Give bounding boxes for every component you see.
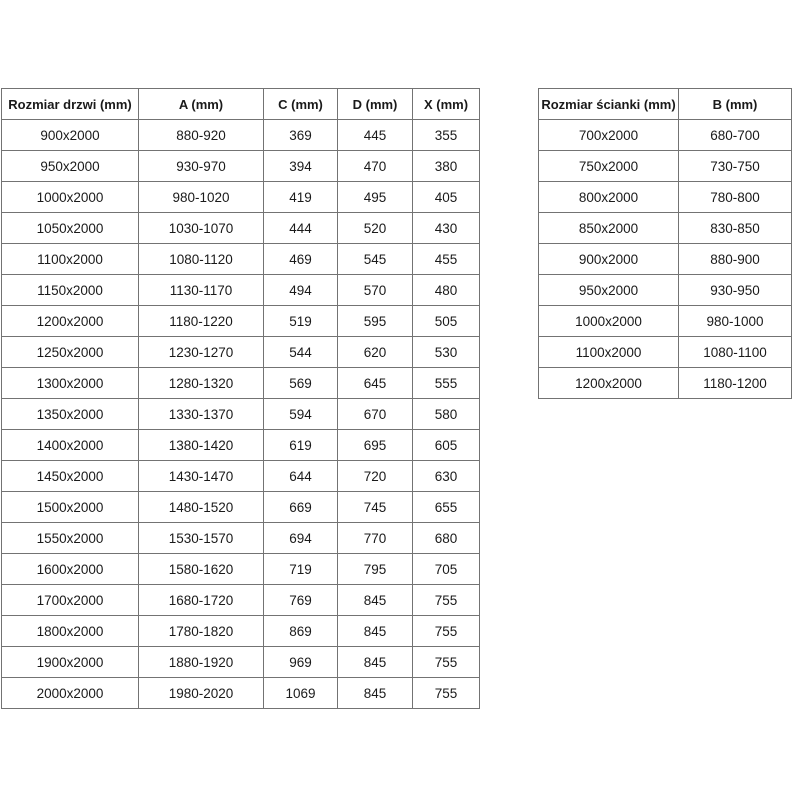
table-cell: 1500x2000 xyxy=(2,492,139,523)
table-cell: 530 xyxy=(413,337,480,368)
column-header: Rozmiar drzwi (mm) xyxy=(2,89,139,120)
table-cell: 1350x2000 xyxy=(2,399,139,430)
table-row xyxy=(2,678,480,709)
table-row xyxy=(539,306,792,337)
table-cell: 1380-1420 xyxy=(139,430,264,461)
table-cell: 1280-1320 xyxy=(139,368,264,399)
table-cell: 880-920 xyxy=(139,120,264,151)
table-row xyxy=(2,554,480,585)
table-row xyxy=(539,213,792,244)
table-cell: 755 xyxy=(413,647,480,678)
table-cell: 1130-1170 xyxy=(139,275,264,306)
header-row xyxy=(2,89,480,120)
wall-sizes-table xyxy=(538,88,792,399)
table-cell: 950x2000 xyxy=(2,151,139,182)
table-cell: 605 xyxy=(413,430,480,461)
table-cell: 745 xyxy=(338,492,413,523)
table-cell: 850x2000 xyxy=(539,213,679,244)
table-row xyxy=(2,120,480,151)
table-row xyxy=(2,523,480,554)
table-cell: 680-700 xyxy=(679,120,792,151)
table-cell: 1880-1920 xyxy=(139,647,264,678)
table-cell: 505 xyxy=(413,306,480,337)
table-cell: 705 xyxy=(413,554,480,585)
table-cell: 670 xyxy=(338,399,413,430)
table-row xyxy=(2,182,480,213)
table-cell: 1069 xyxy=(264,678,338,709)
table-cell: 1080-1100 xyxy=(679,337,792,368)
table-cell: 1330-1370 xyxy=(139,399,264,430)
table-cell: 1050x2000 xyxy=(2,213,139,244)
table-cell: 570 xyxy=(338,275,413,306)
table-row xyxy=(2,368,480,399)
table-cell: 1200x2000 xyxy=(539,368,679,399)
table-cell: 444 xyxy=(264,213,338,244)
table-cell: 520 xyxy=(338,213,413,244)
table-cell: 580 xyxy=(413,399,480,430)
table-cell: 1680-1720 xyxy=(139,585,264,616)
table-cell: 469 xyxy=(264,244,338,275)
table-cell: 700x2000 xyxy=(539,120,679,151)
table-row xyxy=(2,244,480,275)
table-cell: 480 xyxy=(413,275,480,306)
table-cell: 980-1020 xyxy=(139,182,264,213)
table-cell: 380 xyxy=(413,151,480,182)
table-cell: 445 xyxy=(338,120,413,151)
table-cell: 830-850 xyxy=(679,213,792,244)
table-cell: 730-750 xyxy=(679,151,792,182)
table-cell: 630 xyxy=(413,461,480,492)
table-cell: 800x2000 xyxy=(539,182,679,213)
header-row xyxy=(539,89,792,120)
table-cell: 930-970 xyxy=(139,151,264,182)
table-cell: 680 xyxy=(413,523,480,554)
table-cell: 1400x2000 xyxy=(2,430,139,461)
table-cell: 930-950 xyxy=(679,275,792,306)
table-cell: 644 xyxy=(264,461,338,492)
table-cell: 1480-1520 xyxy=(139,492,264,523)
table-cell: 555 xyxy=(413,368,480,399)
table-cell: 519 xyxy=(264,306,338,337)
table-cell: 619 xyxy=(264,430,338,461)
door-sizes-table xyxy=(1,88,480,709)
table-cell: 969 xyxy=(264,647,338,678)
table-cell: 369 xyxy=(264,120,338,151)
table-cell: 845 xyxy=(338,585,413,616)
table-row xyxy=(539,182,792,213)
table-cell: 900x2000 xyxy=(539,244,679,275)
table-cell: 655 xyxy=(413,492,480,523)
table-cell: 455 xyxy=(413,244,480,275)
table-cell: 750x2000 xyxy=(539,151,679,182)
column-header: D (mm) xyxy=(338,89,413,120)
table-row xyxy=(539,368,792,399)
table-row xyxy=(2,213,480,244)
table-cell: 869 xyxy=(264,616,338,647)
table-cell: 545 xyxy=(338,244,413,275)
table-row xyxy=(2,430,480,461)
table-row xyxy=(2,399,480,430)
table-cell: 595 xyxy=(338,306,413,337)
column-header: A (mm) xyxy=(139,89,264,120)
table-cell: 1300x2000 xyxy=(2,368,139,399)
table-cell: 1100x2000 xyxy=(539,337,679,368)
table-cell: 1980-2020 xyxy=(139,678,264,709)
table-row xyxy=(2,337,480,368)
table-cell: 720 xyxy=(338,461,413,492)
table-cell: 694 xyxy=(264,523,338,554)
table-cell: 1180-1220 xyxy=(139,306,264,337)
table-cell: 900x2000 xyxy=(2,120,139,151)
table-cell: 755 xyxy=(413,678,480,709)
table-cell: 755 xyxy=(413,616,480,647)
table-cell: 1150x2000 xyxy=(2,275,139,306)
table-cell: 355 xyxy=(413,120,480,151)
table-cell: 845 xyxy=(338,678,413,709)
table-cell: 780-800 xyxy=(679,182,792,213)
table-cell: 1600x2000 xyxy=(2,554,139,585)
table-cell: 1180-1200 xyxy=(679,368,792,399)
table-cell: 719 xyxy=(264,554,338,585)
table-cell: 569 xyxy=(264,368,338,399)
table-row xyxy=(2,616,480,647)
column-header: X (mm) xyxy=(413,89,480,120)
table-cell: 2000x2000 xyxy=(2,678,139,709)
table-cell: 1700x2000 xyxy=(2,585,139,616)
table-cell: 495 xyxy=(338,182,413,213)
table-cell: 1450x2000 xyxy=(2,461,139,492)
table-cell: 1080-1120 xyxy=(139,244,264,275)
table-cell: 419 xyxy=(264,182,338,213)
table-cell: 845 xyxy=(338,647,413,678)
table-row xyxy=(2,461,480,492)
table-cell: 1000x2000 xyxy=(539,306,679,337)
table-row xyxy=(539,337,792,368)
table-cell: 494 xyxy=(264,275,338,306)
table-cell: 695 xyxy=(338,430,413,461)
table-row xyxy=(2,275,480,306)
table-row xyxy=(2,647,480,678)
table-row xyxy=(539,151,792,182)
table-cell: 1550x2000 xyxy=(2,523,139,554)
column-header: C (mm) xyxy=(264,89,338,120)
table-cell: 430 xyxy=(413,213,480,244)
table-cell: 470 xyxy=(338,151,413,182)
table-row xyxy=(539,275,792,306)
table-cell: 845 xyxy=(338,616,413,647)
table-cell: 1900x2000 xyxy=(2,647,139,678)
table-cell: 1780-1820 xyxy=(139,616,264,647)
table-cell: 405 xyxy=(413,182,480,213)
table-cell: 1200x2000 xyxy=(2,306,139,337)
column-header: Rozmiar ścianki (mm) xyxy=(539,89,679,120)
table-cell: 394 xyxy=(264,151,338,182)
table-cell: 1250x2000 xyxy=(2,337,139,368)
table-row xyxy=(2,492,480,523)
table-row xyxy=(539,244,792,275)
table-cell: 620 xyxy=(338,337,413,368)
column-header: B (mm) xyxy=(679,89,792,120)
table-cell: 1530-1570 xyxy=(139,523,264,554)
table-cell: 950x2000 xyxy=(539,275,679,306)
table-cell: 980-1000 xyxy=(679,306,792,337)
table-cell: 1000x2000 xyxy=(2,182,139,213)
table-row xyxy=(2,585,480,616)
table-cell: 795 xyxy=(338,554,413,585)
table-cell: 645 xyxy=(338,368,413,399)
table-cell: 880-900 xyxy=(679,244,792,275)
table-cell: 1430-1470 xyxy=(139,461,264,492)
table-cell: 1030-1070 xyxy=(139,213,264,244)
table-row xyxy=(539,120,792,151)
table-cell: 1230-1270 xyxy=(139,337,264,368)
table-cell: 1100x2000 xyxy=(2,244,139,275)
table-cell: 769 xyxy=(264,585,338,616)
table-cell: 1580-1620 xyxy=(139,554,264,585)
table-cell: 594 xyxy=(264,399,338,430)
table-cell: 770 xyxy=(338,523,413,554)
table-cell: 544 xyxy=(264,337,338,368)
table-cell: 1800x2000 xyxy=(2,616,139,647)
table-cell: 755 xyxy=(413,585,480,616)
table-cell: 669 xyxy=(264,492,338,523)
table-row xyxy=(2,306,480,337)
table-row xyxy=(2,151,480,182)
